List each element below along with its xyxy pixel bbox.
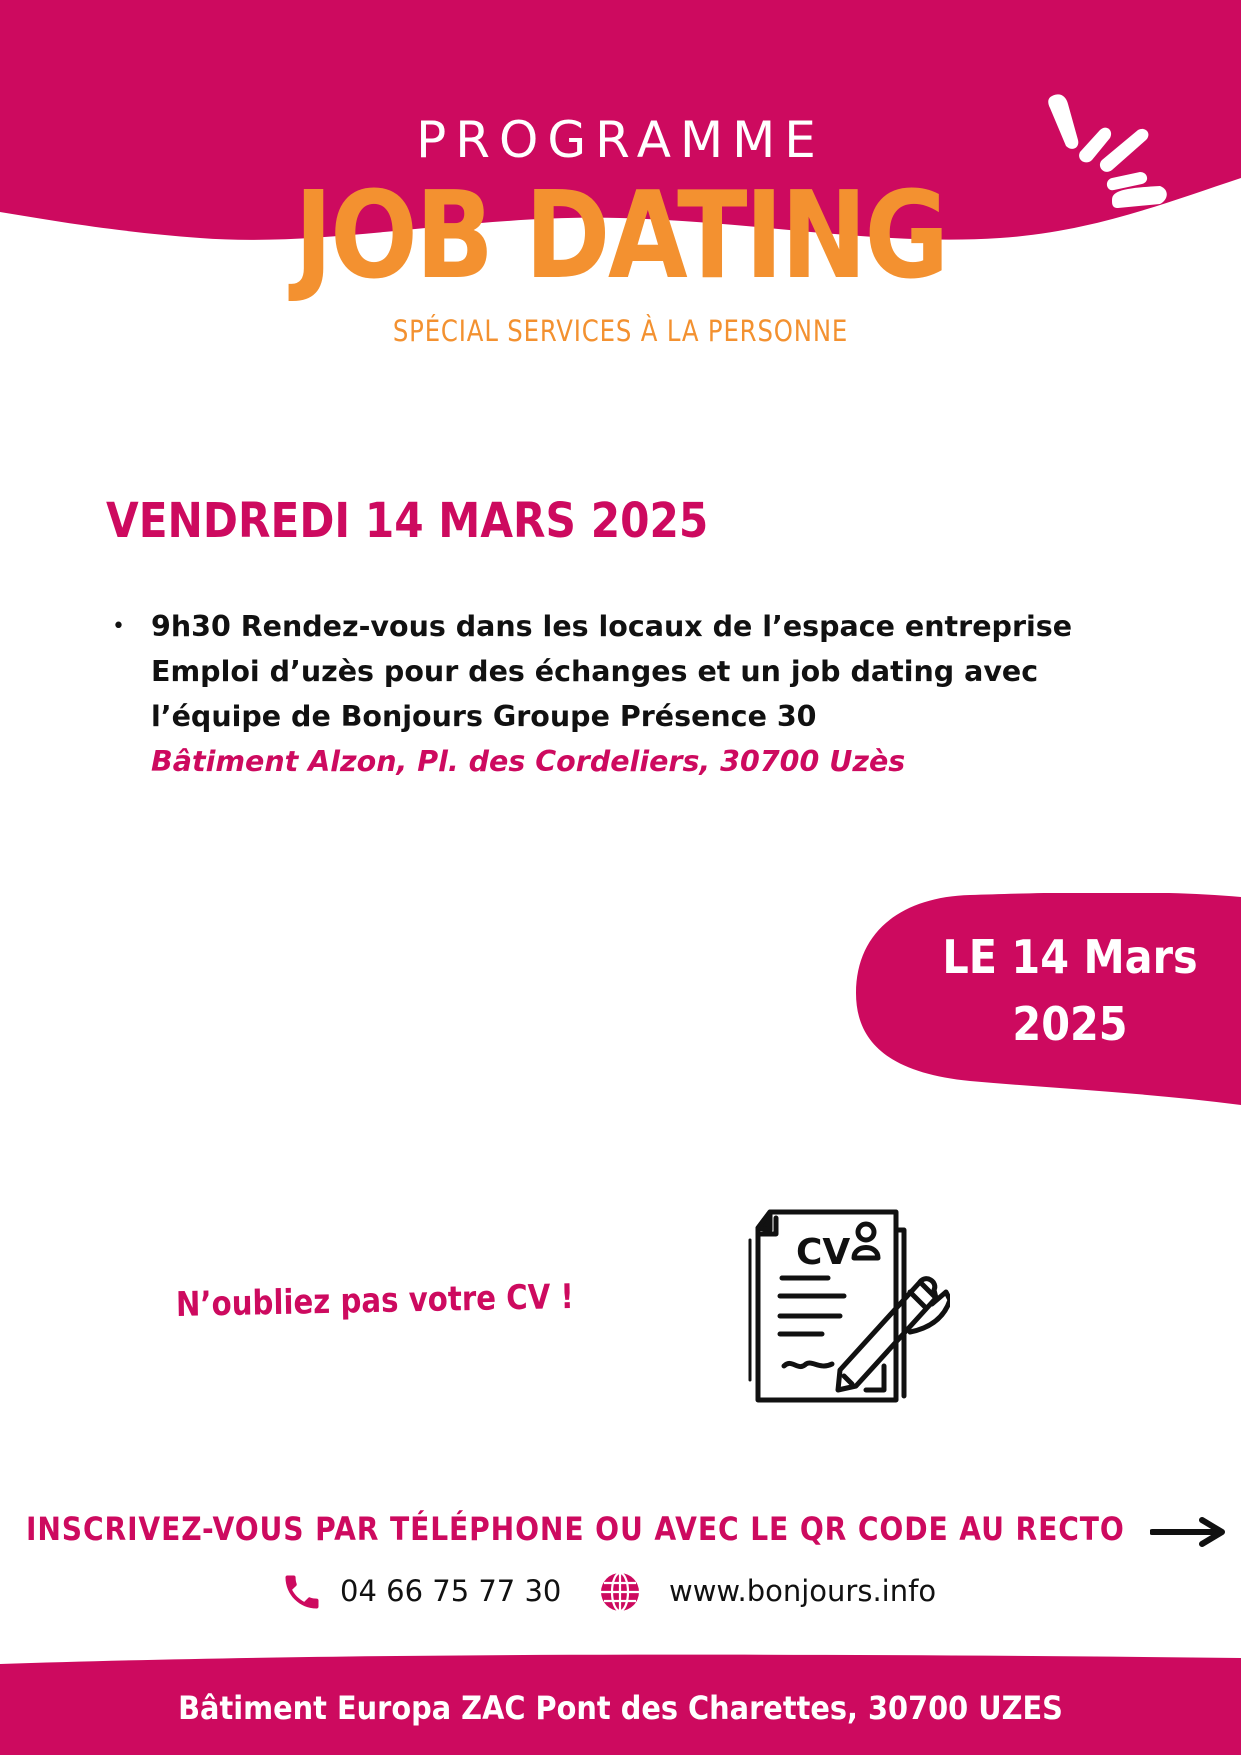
schedule-item — [112, 604, 1092, 784]
page-title: JOB DATING — [294, 167, 947, 306]
date-badge-line2: 2025 — [1012, 997, 1128, 1051]
page-subtitle: SPÉCIAL SERVICES À LA PERSONNE — [392, 314, 849, 348]
globe-icon — [598, 1570, 642, 1614]
website-link[interactable]: www.bonjours.info — [669, 1574, 937, 1608]
registration-cta: INSCRIVEZ-VOUS PAR TÉLÉPHONE OU AVEC LE QR CODE AU RECTO — [26, 1510, 1125, 1548]
arrow-right-icon — [1150, 1517, 1226, 1547]
schedule-item-address: Bâtiment Alzon, Pl. des Cordeliers, 30700 Uzès — [151, 745, 906, 778]
cv-reminder: N’oubliez pas votre CV ! — [175, 1276, 575, 1325]
footer-address: Bâtiment Europa ZAC Pont des Charettes, 30700 UZES — [178, 1689, 1063, 1727]
phone-icon — [280, 1570, 324, 1614]
programme-kicker: PROGRAMME — [416, 111, 825, 169]
schedule-list — [112, 604, 1092, 784]
event-date-heading: VENDREDI 14 MARS 2025 — [106, 493, 709, 549]
date-badge-line1: LE 14 Mars — [942, 930, 1198, 984]
date-badge-text — [899, 924, 1241, 1058]
cv-label: CV — [796, 1232, 851, 1273]
phone-number[interactable]: 04 66 75 77 30 — [340, 1574, 562, 1608]
list-bullet: • — [112, 614, 125, 639]
cv-document-pen-icon — [740, 1200, 950, 1410]
schedule-item-text: 9h30 Rendez-vous dans les locaux de l’espace entreprise Emploi d’uzès pour des échanges et un job dating avec l’équipe de Bonjours Groupe Présence 30 — [151, 610, 1073, 733]
